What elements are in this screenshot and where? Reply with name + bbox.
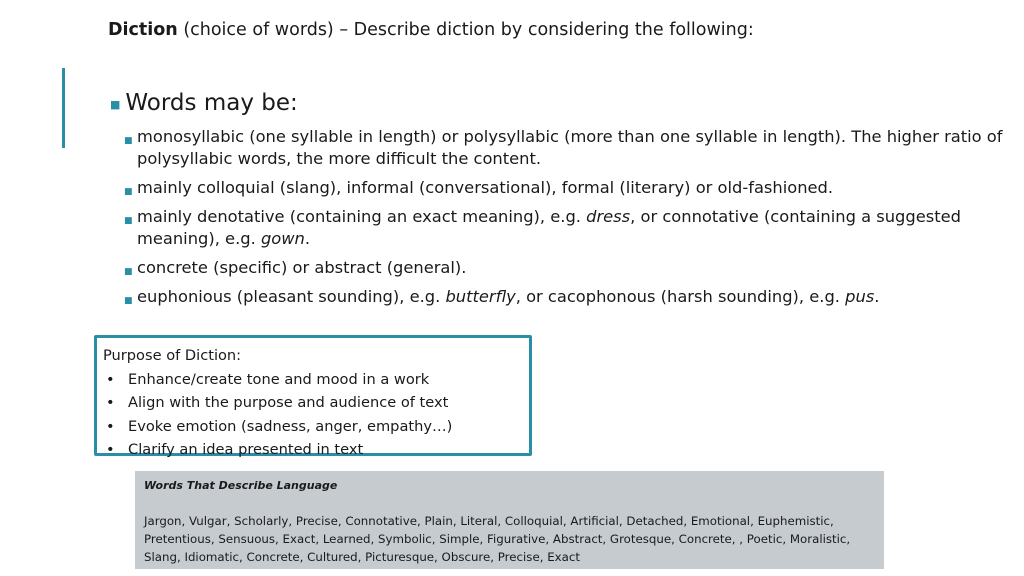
bullet-icon: • — [106, 441, 115, 458]
words-box-title: Words That Describe Language — [144, 479, 338, 492]
purpose-title: Purpose of Diction: — [103, 347, 242, 364]
list-item — [124, 286, 1014, 308]
square-bullet-icon: ■ — [124, 216, 133, 226]
example-word: pus — [845, 287, 875, 306]
list-item-text: monosyllabic (one syllable in length) or polysyllabic (more than one syllable in length). The higher ratio of polysyllabic words, the more difficult the content. — [137, 127, 1003, 168]
heading-rest: (choice of words) – Describe diction by considering the following: — [177, 20, 754, 40]
accent-bar — [62, 68, 65, 148]
purpose-list — [103, 368, 529, 462]
list-item — [124, 257, 1014, 279]
slide-heading — [108, 20, 754, 40]
square-bullet-icon: ■ — [124, 187, 133, 197]
purpose-of-diction-box — [94, 335, 532, 456]
list-item-text: mainly colloquial (slang), informal (conversational), formal (literary) or old-fashioned. — [137, 178, 834, 197]
example-word: dress — [586, 207, 631, 226]
bullet-icon: • — [106, 417, 115, 435]
square-bullet-icon: ■ — [110, 98, 121, 111]
words-box-body: Jargon, Vulgar, Scholarly, Precise, Connotative, Plain, Literal, Colloquial, Artificial, Detached, Emotional, Euphemistic, Pretentious, Sensuous, Exact, Learned, Symbolic, Simple, Figurative, Abstract, Grotesque, Concrete, , Poetic, Moralistic, Slang, Idiomatic, Concrete, Cultured, Picturesque, Obscure, Precise, Exact — [144, 514, 851, 564]
list-item-text: concrete (specific) or abstract (general). — [137, 258, 467, 277]
example-word: butterfly — [445, 287, 516, 306]
list-item: • Align with the purpose and audience of text — [103, 391, 529, 415]
list-item: • Enhance/create tone and mood in a work — [103, 368, 529, 392]
bullet-icon: • — [106, 394, 115, 411]
word-types-list — [124, 126, 1014, 315]
list-item — [124, 126, 1014, 170]
main-bullet — [110, 90, 298, 116]
square-bullet-icon: ■ — [124, 296, 133, 306]
words-describe-language-box — [135, 471, 884, 569]
list-item — [124, 177, 1014, 199]
example-word: gown — [260, 229, 305, 248]
bullet-icon: • — [106, 370, 115, 388]
list-item — [124, 206, 1014, 250]
list-item: • Clarify an idea presented in text — [103, 438, 529, 462]
square-bullet-icon: ■ — [124, 267, 133, 277]
heading-bold: Diction — [108, 20, 178, 40]
list-item-text: euphonious (pleasant sounding), e.g. butterfly, or cacophonous (harsh sounding), e.g. pus. — [137, 287, 880, 306]
main-bullet-text: Words may be: — [125, 90, 298, 116]
list-item: • Evoke emotion (sadness, anger, empathy…) — [103, 415, 529, 439]
list-item-text: mainly denotative (containing an exact meaning), e.g. dress, or connotative (containing a suggested meaning), e.g. gown. — [137, 207, 961, 248]
square-bullet-icon: ■ — [124, 136, 133, 146]
